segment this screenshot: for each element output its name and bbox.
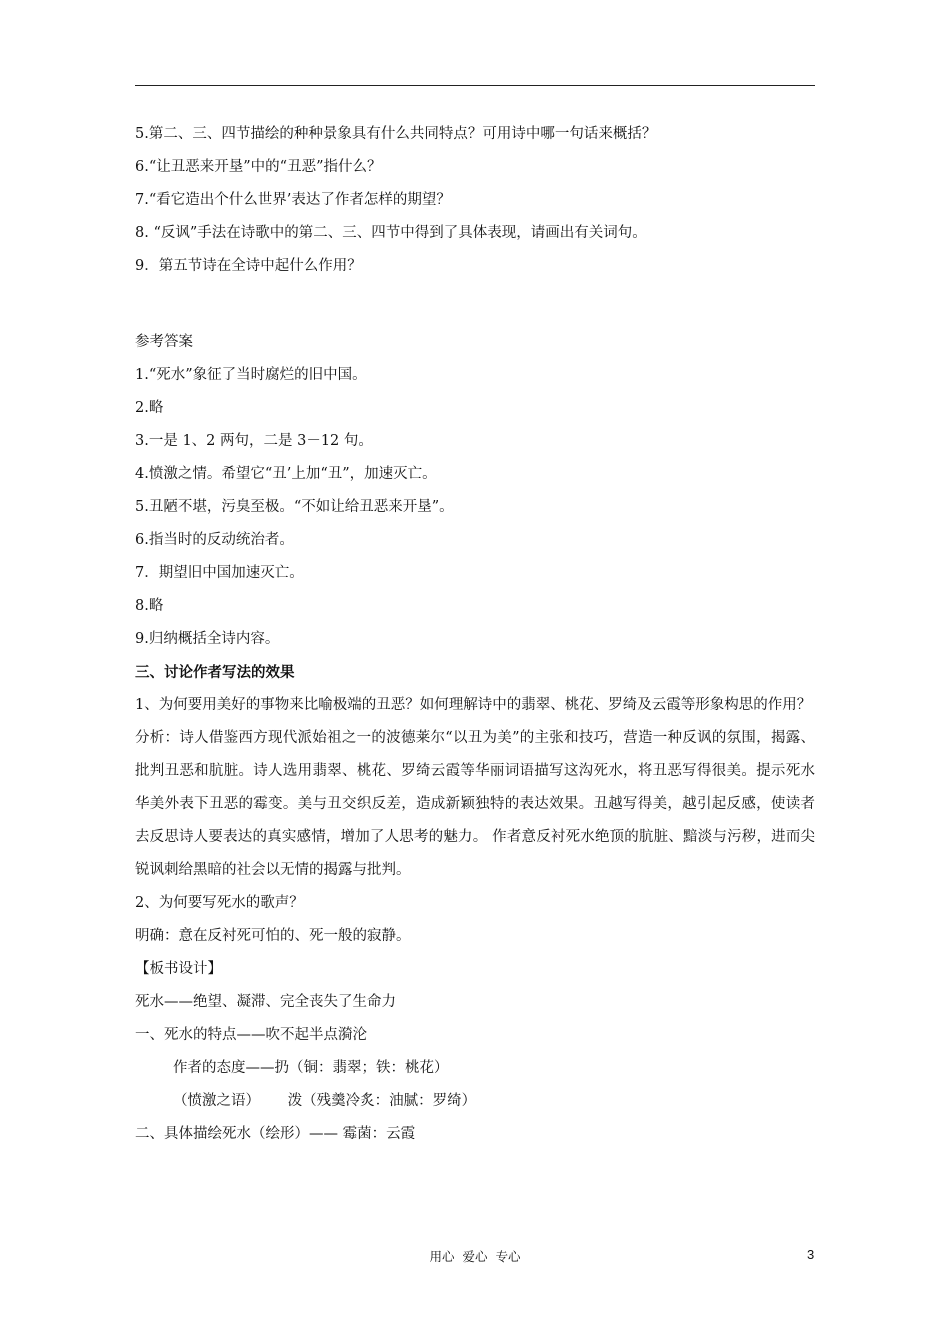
discussion-answer-2: 明确：意在反衬死可怕的、死一般的寂静。 bbox=[135, 928, 411, 944]
section-heading: 三、讨论作者写法的效果 bbox=[135, 664, 295, 681]
discussion-question-2: 2、为何要写死水的歌声？ bbox=[135, 895, 304, 911]
board-line: 一、死水的特点——吹不起半点漪沦 bbox=[135, 1027, 367, 1043]
page-number: 3 bbox=[807, 1247, 815, 1262]
board-line: 二、具体描绘死水（绘形）—— 霉菌：云霞 bbox=[135, 1126, 416, 1142]
spacer bbox=[135, 283, 815, 326]
question-6: 6.“让丑恶来开垦”中的“丑恶”指什么？ bbox=[135, 159, 382, 175]
question-7: 7.“看它造出个什么世界’表达了作者怎样的期望？ bbox=[135, 192, 451, 208]
discussion-question-1: 1、为何要用美好的事物来比喻极端的丑恶？如何理解诗中的翡翠、桃花、罗绮及云霞等形象构思的作用？ bbox=[135, 697, 812, 713]
answer-7: 7．期望旧中国加速灭亡。 bbox=[135, 565, 304, 581]
question-8: 8. “反讽”手法在诗歌中的第二、三、四节中得到了具体表现，请画出有关词句。 bbox=[135, 225, 647, 241]
question-9: 9．第五节诗在全诗中起什么作用？ bbox=[135, 258, 362, 274]
answer-5: 5.丑陋不堪，污臭至极。“不如让给丑恶来开垦”。 bbox=[135, 499, 454, 515]
board-line: 作者的态度——扔（铜：翡翠；铁：桃花） bbox=[173, 1060, 449, 1076]
answer-1: 1.“死水”象征了当时腐烂的旧中国。 bbox=[135, 367, 367, 383]
answer-4: 4.愤激之情。希望它“丑’上加“丑”，加速灭亡。 bbox=[135, 466, 437, 482]
answer-6: 6.指当时的反动统治者。 bbox=[135, 532, 294, 548]
board-line: 死水——绝望、凝滞、完全丧失了生命力 bbox=[135, 994, 396, 1010]
footer-slogan: 用心 爱心 专心 bbox=[429, 1249, 521, 1264]
analysis-paragraph: 分析：诗人借鉴西方现代派始祖之一的波德莱尔“以丑为美”的主张和技巧，营造一种反讽的氛围，揭露、批判丑恶和肮脏。诗人选用翡翠、桃花、罗绮云霞等华丽词语描写这沟死水，将丑恶写得很美。提示死水华美外表下丑恶的霉变。美与丑交织反差，造成新颖独特的表达效果。丑越写得美，越引起反感，使读者去反思诗人要表达的真实感情，增加了人思考的魅力。 作者意反衬死水绝顶的肮脏、黯淡与污秽，进而尖锐讽刺给黑暗的社会以无情的揭露与批判。 bbox=[135, 730, 815, 878]
answers-heading: 参考答案 bbox=[135, 334, 193, 350]
document-body bbox=[135, 118, 815, 1151]
question-5: 5.第二、三、四节描绘的种种景象具有什么共同特点？可用诗中哪一句话来概括？ bbox=[135, 126, 657, 142]
answer-8: 8.略 bbox=[135, 598, 164, 614]
board-line: （愤激之语） 泼（残羹冷炙：油腻：罗绮） bbox=[173, 1093, 477, 1109]
answer-3: 3.一是 1、2 两句，二是 3－12 句。 bbox=[135, 433, 373, 449]
answer-2: 2.略 bbox=[135, 400, 164, 416]
header-rule bbox=[135, 85, 815, 86]
board-design-heading: 【板书设计】 bbox=[135, 961, 222, 977]
answer-9: 9.归纳概括全诗内容。 bbox=[135, 631, 280, 647]
